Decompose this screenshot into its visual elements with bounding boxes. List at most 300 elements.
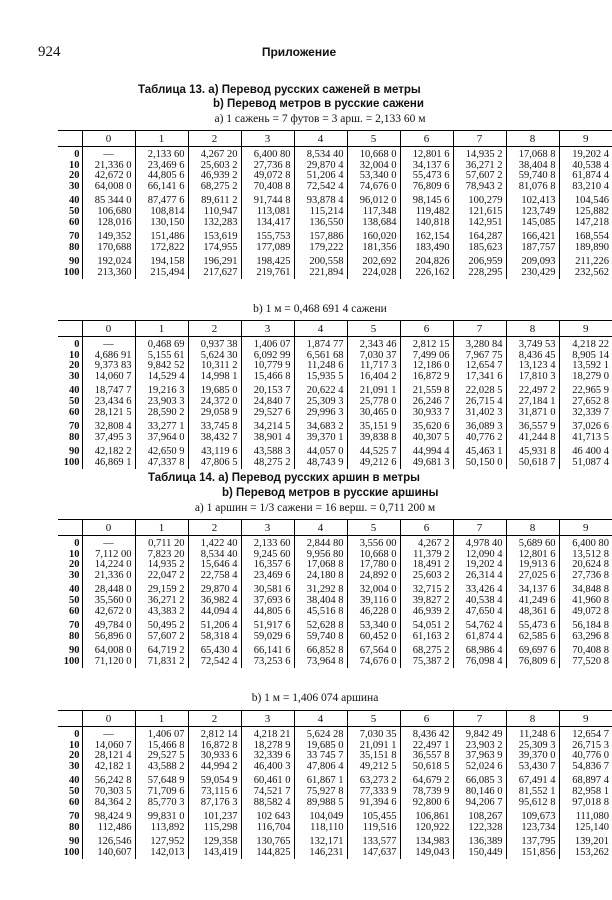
- column-header: 5: [347, 131, 400, 147]
- table-cell: 101,237: [188, 808, 241, 823]
- row-index: 100: [63, 456, 80, 468]
- table-cell: 10,668 0: [347, 550, 400, 561]
- column-header-row: [58, 131, 612, 147]
- table-cell: 34,137 6: [506, 581, 559, 596]
- table-cell: 150,449: [453, 848, 506, 859]
- table-row: [58, 337, 612, 351]
- table-cell: 2,133 60: [241, 536, 294, 550]
- table-cell: 10,311 2: [188, 361, 241, 372]
- table-cell: 52,024 6: [453, 762, 506, 773]
- column-header: 8: [506, 520, 559, 536]
- table-row: [58, 772, 612, 787]
- table-cell: 61,874 4: [453, 632, 506, 643]
- table-cell: 137,795: [506, 833, 559, 848]
- table-cell: 21,091 1: [347, 382, 400, 397]
- table-cell: 232,562: [559, 268, 612, 279]
- table-cell: 36,089 3: [453, 418, 506, 433]
- table-cell: 74,521 7: [241, 787, 294, 798]
- column-header: 4: [294, 520, 347, 536]
- table-cell: 32,715 2: [400, 581, 453, 596]
- row-index: 0: [74, 729, 80, 740]
- table-cell: 13,592 1: [559, 361, 612, 372]
- table-cell: 71,831 2: [135, 657, 188, 668]
- row-index: 90: [69, 836, 80, 848]
- table-cell: 23,469 6: [241, 571, 294, 582]
- table-cell: 50,618 7: [506, 458, 559, 469]
- table-cell: 44,994 2: [188, 762, 241, 773]
- table-cell: 27,025 6: [506, 571, 559, 582]
- table-cell: 22,497 1: [400, 741, 453, 752]
- row-index: 50: [69, 785, 80, 797]
- table-cell: 8,534 40: [294, 147, 347, 161]
- column-header: 7: [453, 520, 506, 536]
- table-row: [58, 581, 612, 596]
- table-cell: 18,279 0: [559, 372, 612, 383]
- column-header: 1: [135, 131, 188, 147]
- table-cell: 192,024: [82, 253, 135, 268]
- table-cell: 174,955: [188, 243, 241, 254]
- table-cell: 63,273 2: [347, 772, 400, 787]
- table-cell: 16,357 6: [241, 560, 294, 571]
- table-cell: 40,776 0: [559, 751, 612, 762]
- row-index: 70: [69, 620, 80, 632]
- table-cell: 12,654 7: [453, 361, 506, 372]
- table-cell: 20,624 8: [559, 560, 612, 571]
- table-cell: 28,121 5: [82, 408, 135, 419]
- table-cell: 23,469 6: [135, 161, 188, 172]
- table-cell: 49,784 0: [82, 617, 135, 632]
- table-row: [58, 192, 612, 207]
- table-cell: 122,328: [453, 823, 506, 834]
- table-cell: 230,429: [506, 268, 559, 279]
- table-cell: 115,214: [294, 207, 347, 218]
- table-cell: 30,581 6: [241, 581, 294, 596]
- table-cell: 55,473 6: [506, 617, 559, 632]
- table-cell: 120,922: [400, 823, 453, 834]
- table-cell: 59,740 8: [506, 171, 559, 182]
- table14-part-b: [58, 710, 612, 859]
- table-cell: 18,491 2: [400, 560, 453, 571]
- table-cell: 21,559 8: [400, 382, 453, 397]
- index-column-header: [58, 321, 82, 337]
- column-header: 9: [559, 711, 612, 727]
- row-index: 30: [69, 569, 80, 581]
- table-row: [58, 571, 612, 582]
- table-cell: 2,812 14: [188, 727, 241, 741]
- table13-part-b: [58, 320, 612, 469]
- table-cell: 35,151 8: [347, 751, 400, 762]
- table-cell: 32,808 4: [82, 418, 135, 433]
- table-row: [58, 762, 612, 773]
- table-cell: 56,184 8: [559, 617, 612, 632]
- column-header: 5: [347, 321, 400, 337]
- table-cell: 134,417: [241, 218, 294, 229]
- column-header: 5: [347, 711, 400, 727]
- table-cell: 30,933 7: [400, 408, 453, 419]
- table-cell: 19,202 4: [453, 560, 506, 571]
- table-cell: 48,743 9: [294, 458, 347, 469]
- table-cell: 145,085: [506, 218, 559, 229]
- table-cell: 123,749: [506, 207, 559, 218]
- table-cell: 28,448 0: [82, 581, 135, 596]
- column-header: 8: [506, 711, 559, 727]
- table-cell: 113,892: [135, 823, 188, 834]
- table-cell: 168,554: [559, 228, 612, 243]
- table-cell: 43,119 6: [188, 443, 241, 458]
- table-cell: 221,894: [294, 268, 347, 279]
- row-index: 90: [69, 446, 80, 458]
- table-cell: 9,842 52: [135, 361, 188, 372]
- table-cell: 116,704: [241, 823, 294, 834]
- table-cell: 23,903 3: [135, 397, 188, 408]
- table-cell: 6,092 99: [241, 351, 294, 362]
- column-header: 2: [188, 321, 241, 337]
- table-cell: 226,162: [400, 268, 453, 279]
- table-cell: 8,905 14: [559, 351, 612, 362]
- table-cell: 16,872 8: [188, 741, 241, 752]
- column-header: 0: [82, 520, 135, 536]
- row-index: 20: [69, 750, 80, 762]
- table-cell: 172,822: [135, 243, 188, 254]
- table-cell: 164,287: [453, 228, 506, 243]
- column-header: 7: [453, 131, 506, 147]
- table13-part-a: [58, 130, 612, 279]
- table-cell: 35,620 6: [400, 418, 453, 433]
- table-cell: 17,068 8: [506, 147, 559, 161]
- table-row: [58, 657, 612, 668]
- table-cell: —: [82, 147, 135, 161]
- table-cell: 45,931 8: [506, 443, 559, 458]
- running-title: Приложение: [261, 45, 337, 59]
- table-cell: 132,171: [294, 833, 347, 848]
- table-cell: 29,870 4: [294, 161, 347, 172]
- table-row: [58, 268, 612, 279]
- table-cell: 36,557 8: [400, 751, 453, 762]
- table-row: [58, 536, 612, 550]
- table-cell: 40,307 5: [400, 433, 453, 444]
- table-cell: 33,745 8: [188, 418, 241, 433]
- table-cell: 129,358: [188, 833, 241, 848]
- table13-caption-b: b) 1 м = 0,468 691 4 сажени: [253, 303, 387, 315]
- table-cell: 57,607 2: [135, 632, 188, 643]
- column-header: 7: [453, 321, 506, 337]
- table-cell: 21,091 1: [347, 741, 400, 752]
- table-cell: 147,637: [347, 848, 400, 859]
- row-index: 100: [63, 846, 80, 858]
- table-cell: 5,689 60: [506, 536, 559, 550]
- table-cell: 14,060 7: [82, 372, 135, 383]
- row-index: 20: [69, 170, 80, 182]
- table-cell: 198,425: [241, 253, 294, 268]
- table-cell: 7,499 06: [400, 351, 453, 362]
- table14-title-b: b) Перевод метров в русские аршины: [222, 487, 439, 499]
- table-cell: 121,615: [453, 207, 506, 218]
- column-header-row: [58, 520, 612, 536]
- table-cell: 194,158: [135, 253, 188, 268]
- table-cell: 29,159 2: [135, 581, 188, 596]
- table-cell: 204,826: [400, 253, 453, 268]
- table-cell: 100,279: [453, 192, 506, 207]
- table-cell: 136,389: [453, 833, 506, 848]
- table-cell: 196,291: [188, 253, 241, 268]
- table-cell: 134,983: [400, 833, 453, 848]
- table-cell: 19,685 0: [188, 382, 241, 397]
- table-cell: 23,903 2: [453, 741, 506, 752]
- table-cell: 155,753: [241, 228, 294, 243]
- table-cell: 29,996 3: [294, 408, 347, 419]
- row-index: 70: [69, 811, 80, 823]
- table-cell: 183,490: [400, 243, 453, 254]
- table-cell: 82,958 1: [559, 787, 612, 798]
- table-cell: 10,668 0: [347, 147, 400, 161]
- table-row: [58, 607, 612, 618]
- row-index: 10: [69, 349, 80, 361]
- table-cell: 8,436 42: [400, 727, 453, 741]
- table-cell: 42,182 2: [82, 443, 135, 458]
- table-cell: 57,607 2: [453, 171, 506, 182]
- table-cell: 6,561 68: [294, 351, 347, 362]
- table-cell: 83,210 4: [559, 182, 612, 193]
- table-cell: 13,123 4: [506, 361, 559, 372]
- table-cell: 71,709 6: [135, 787, 188, 798]
- table-cell: 27,652 8: [559, 397, 612, 408]
- column-header: 9: [559, 520, 612, 536]
- table-cell: 130,150: [135, 218, 188, 229]
- table-row: [58, 727, 612, 741]
- table-cell: 136,550: [294, 218, 347, 229]
- column-header: 1: [135, 711, 188, 727]
- table-cell: 4,267 20: [188, 147, 241, 161]
- column-header-row: [58, 321, 612, 337]
- table-cell: 149,043: [400, 848, 453, 859]
- table-cell: 59,740 8: [294, 632, 347, 643]
- table-cell: 37,693 6: [241, 596, 294, 607]
- table-cell: 44,094 4: [188, 607, 241, 618]
- table-cell: 44,057 0: [294, 443, 347, 458]
- table-cell: 130,765: [241, 833, 294, 848]
- table-cell: 37,963 9: [453, 751, 506, 762]
- table-row: [58, 253, 612, 268]
- row-index: 50: [69, 594, 80, 606]
- table-cell: 143,419: [188, 848, 241, 859]
- table-cell: 5,624 28: [294, 727, 347, 741]
- table-cell: 73,964 8: [294, 657, 347, 668]
- table-cell: 20,153 7: [241, 382, 294, 397]
- table-cell: 87,176 3: [188, 798, 241, 809]
- table-cell: 50,495 2: [135, 617, 188, 632]
- table-cell: 29,527 6: [241, 408, 294, 419]
- table-cell: 44,994 4: [400, 443, 453, 458]
- table-cell: 119,516: [347, 823, 400, 834]
- table-cell: 27,184 1: [506, 397, 559, 408]
- table-cell: 108,267: [453, 808, 506, 823]
- row-index: 0: [74, 149, 80, 160]
- table-cell: 67,564 0: [347, 642, 400, 657]
- table-cell: 224,028: [347, 268, 400, 279]
- table-cell: 24,180 8: [294, 571, 347, 582]
- table-cell: 91,744 8: [241, 192, 294, 207]
- table-cell: 39,370 0: [506, 751, 559, 762]
- table-cell: 119,482: [400, 207, 453, 218]
- table-cell: 40,538 4: [559, 161, 612, 172]
- table-cell: 91,394 6: [347, 798, 400, 809]
- row-index: 80: [69, 630, 80, 642]
- table-cell: 14,060 7: [82, 741, 135, 752]
- table-cell: 2,343 46: [347, 337, 400, 351]
- table-row: [58, 787, 612, 798]
- table-cell: 102 643: [241, 808, 294, 823]
- table-cell: 51,206 4: [188, 617, 241, 632]
- row-index: 90: [69, 645, 80, 657]
- table-row: [58, 848, 612, 859]
- column-header: 4: [294, 711, 347, 727]
- table-cell: 110,947: [188, 207, 241, 218]
- table-cell: 31,292 8: [294, 581, 347, 596]
- table-cell: 12,090 4: [453, 550, 506, 561]
- table-cell: 43,383 2: [135, 607, 188, 618]
- table-cell: 16,404 2: [347, 372, 400, 383]
- table-cell: 29,527 5: [135, 751, 188, 762]
- table-cell: 140,607: [82, 848, 135, 859]
- row-index: 50: [69, 205, 80, 217]
- table-cell: 4,978 40: [453, 536, 506, 550]
- table-cell: 45,463 1: [453, 443, 506, 458]
- table-cell: 200,558: [294, 253, 347, 268]
- column-header: 1: [135, 321, 188, 337]
- table-cell: 75,387 2: [400, 657, 453, 668]
- table-cell: 206,959: [453, 253, 506, 268]
- row-index: 70: [69, 421, 80, 433]
- table-cell: 77,333 9: [347, 787, 400, 798]
- table-cell: 26,246 7: [400, 397, 453, 408]
- table-cell: 29,058 9: [188, 408, 241, 419]
- table-cell: 11,248 6: [294, 361, 347, 372]
- table-cell: 54,762 4: [453, 617, 506, 632]
- table-cell: 105,455: [347, 808, 400, 823]
- table-cell: 66,852 8: [294, 642, 347, 657]
- table-cell: 140,818: [400, 218, 453, 229]
- column-header: 8: [506, 131, 559, 147]
- table-cell: 98,424 9: [82, 808, 135, 823]
- table-cell: 37,026 6: [559, 418, 612, 433]
- table-cell: 22,497 2: [506, 382, 559, 397]
- table-cell: 71,120 0: [82, 657, 135, 668]
- table-cell: 46,939 2: [400, 607, 453, 618]
- table-cell: 22,758 4: [188, 571, 241, 582]
- table-cell: 15,646 4: [188, 560, 241, 571]
- table-cell: 113,081: [241, 207, 294, 218]
- table-cell: 17,341 6: [453, 372, 506, 383]
- column-header: 3: [241, 321, 294, 337]
- table-cell: 43,588 2: [135, 762, 188, 773]
- table-cell: 39,370 1: [294, 433, 347, 444]
- column-header: 0: [82, 321, 135, 337]
- table-cell: 42,182 1: [82, 762, 135, 773]
- table-cell: 181,356: [347, 243, 400, 254]
- table-cell: 19,685 0: [294, 741, 347, 752]
- row-index: 30: [69, 760, 80, 772]
- table-cell: 170,688: [82, 243, 135, 254]
- table-cell: 34,848 8: [559, 581, 612, 596]
- table-cell: 139,201: [559, 833, 612, 848]
- table-cell: 47,650 4: [453, 607, 506, 618]
- table-cell: 35,151 9: [347, 418, 400, 433]
- index-column-header: [58, 520, 82, 536]
- table-cell: 166,421: [506, 228, 559, 243]
- table-cell: 28,121 4: [82, 751, 135, 762]
- row-index: 80: [69, 241, 80, 253]
- table-cell: 98,145 6: [400, 192, 453, 207]
- table-cell: 36,271 2: [135, 596, 188, 607]
- row-index: 0: [74, 538, 80, 549]
- table-cell: 112,486: [82, 823, 135, 834]
- table-cell: 25,603 2: [400, 571, 453, 582]
- table-cell: 46,939 2: [188, 171, 241, 182]
- column-header: 6: [400, 321, 453, 337]
- table-cell: 30,933 6: [188, 751, 241, 762]
- table-cell: 219,761: [241, 268, 294, 279]
- table-cell: 42,672 0: [82, 607, 135, 618]
- column-header: 6: [400, 711, 453, 727]
- table-cell: —: [82, 536, 135, 550]
- table-cell: 21,336 0: [82, 161, 135, 172]
- index-column-header: [58, 131, 82, 147]
- table-cell: 215,494: [135, 268, 188, 279]
- table-cell: 23,434 6: [82, 397, 135, 408]
- table-cell: 217,627: [188, 268, 241, 279]
- table-cell: 64,008 0: [82, 642, 135, 657]
- table-cell: 32,004 0: [347, 581, 400, 596]
- table-cell: 61,867 1: [294, 772, 347, 787]
- row-index: 60: [69, 796, 80, 808]
- table-row: [58, 243, 612, 254]
- table-row: [58, 433, 612, 444]
- table-cell: 49,681 3: [400, 458, 453, 469]
- table-cell: 15,466 8: [241, 372, 294, 383]
- table-cell: 20,622 4: [294, 382, 347, 397]
- table-row: [58, 808, 612, 823]
- table-cell: 34,137 6: [400, 161, 453, 172]
- page-number: 924: [38, 44, 61, 60]
- table-cell: 39,838 8: [347, 433, 400, 444]
- table14-part-a: [58, 519, 612, 668]
- table-cell: 39,116 0: [347, 596, 400, 607]
- table-cell: 56,242 8: [82, 772, 135, 787]
- table-cell: 38,432 7: [188, 433, 241, 444]
- column-header: 1: [135, 520, 188, 536]
- column-header: 5: [347, 520, 400, 536]
- table-cell: 70,408 8: [241, 182, 294, 193]
- table-cell: 74,676 0: [347, 657, 400, 668]
- table-cell: 146,231: [294, 848, 347, 859]
- table-cell: 41,244 8: [506, 433, 559, 444]
- table-cell: 3,280 84: [453, 337, 506, 351]
- table-cell: 70,303 5: [82, 787, 135, 798]
- table-cell: 14,224 0: [82, 560, 135, 571]
- table-cell: 11,379 2: [400, 550, 453, 561]
- table-cell: 64,008 0: [82, 182, 135, 193]
- table-cell: 44,805 6: [241, 607, 294, 618]
- table-cell: 72,542 4: [188, 657, 241, 668]
- table-cell: 151,856: [506, 848, 559, 859]
- table-cell: 37,495 3: [82, 433, 135, 444]
- table-cell: 108,814: [135, 207, 188, 218]
- table-cell: 58,318 4: [188, 632, 241, 643]
- table-cell: 80,146 0: [453, 787, 506, 798]
- table-cell: 0,937 38: [188, 337, 241, 351]
- row-index: 90: [69, 256, 80, 268]
- table-cell: 54,051 2: [400, 617, 453, 632]
